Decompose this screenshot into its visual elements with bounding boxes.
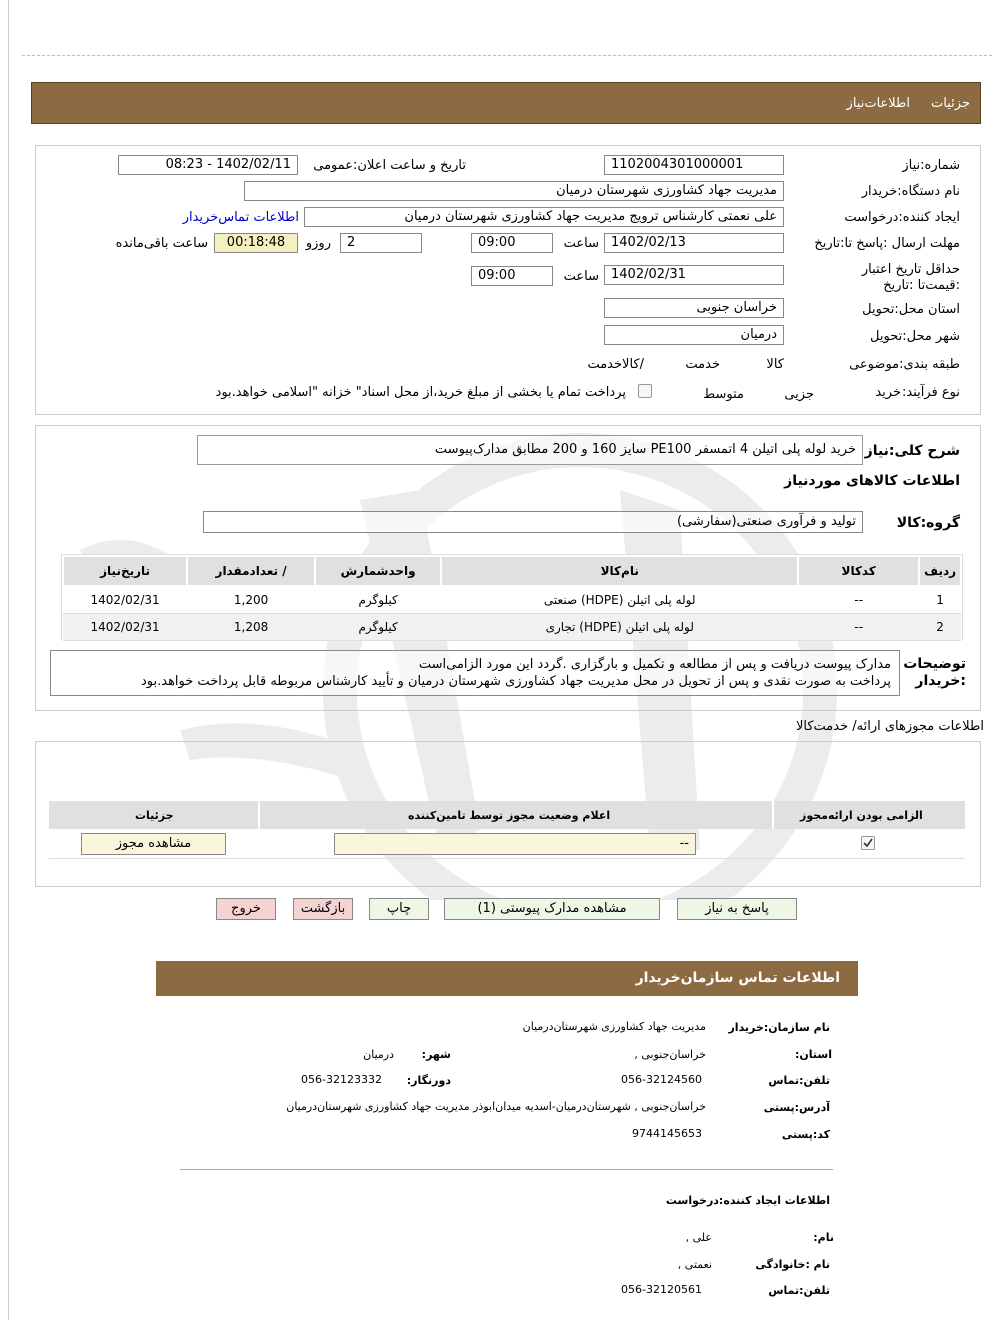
category-both-label: /کالاخدمت	[587, 357, 644, 372]
cell-name: لوله پلی اتیلن (HDPE) صنعتی	[441, 586, 798, 614]
reply-button[interactable]: پاسخ به نیاز	[677, 898, 797, 920]
contact-fax-label: دورنگار:	[406, 1074, 451, 1087]
top-divider	[22, 55, 992, 56]
cell-quantity: 1,200	[187, 586, 315, 614]
announce-field: 1402/02/11 - 08:23	[118, 155, 298, 175]
category-label: طبقه بندی:موضوعی	[849, 357, 960, 372]
check-icon	[862, 837, 874, 849]
process-label: نوع فرآیند:	[902, 385, 960, 400]
back-button[interactable]: بازگشت	[293, 898, 353, 920]
cell-unit: کیلوگرم	[315, 614, 441, 641]
table-row	[63, 586, 961, 614]
cell-date: 1402/02/31	[63, 614, 187, 641]
contact-address: خراسان‌جنوبی , شهرستان‌درمیان-اسدیه میدان‌ابوذر مدیریت جهاد کشاورزی شهرستان‌درمیان	[286, 1100, 706, 1113]
process-buy: خرید	[875, 385, 901, 400]
contact-city: درمیان	[363, 1048, 394, 1061]
process-partial-label: جزیی	[784, 387, 814, 402]
permits-col-required: الزامی بودن ارائه‌مجوز	[800, 809, 923, 822]
creator-family: نعمتی ,	[677, 1258, 712, 1271]
cell-code: --	[798, 614, 919, 641]
buyer-label: نام دستگاه:خریدار	[861, 184, 960, 199]
contact-postal-label: کد:پستی	[781, 1128, 830, 1141]
col-date: تاریخ‌نیاز	[63, 556, 187, 586]
days-label: روزو	[305, 236, 331, 251]
validity-label: حداقل تاریخ اعتبار :قیمت‌تا :تاریخ	[861, 262, 960, 293]
col-row: ردیف	[919, 556, 961, 586]
contact-postal: 9744145653	[632, 1127, 702, 1140]
col-quantity: / تعدادمقدار	[187, 556, 315, 586]
remaining-timer: 00:18:48	[214, 233, 298, 253]
process-medium-label: متوسط	[703, 387, 744, 402]
contact-fax: 056-32123332	[301, 1073, 382, 1086]
goods-table	[62, 555, 962, 641]
buyer-notes-line1: مدارک پیوست دریافت و پس از مطالعه و تکمیل و بارگزاری .گردد این مورد الزامی‌است	[418, 657, 891, 672]
col-name: نام‌کالا	[441, 556, 798, 586]
need-number-label: شماره:نیاز	[902, 158, 960, 173]
creator-phone-label: تلفن:تماس	[768, 1284, 830, 1297]
exit-button[interactable]: خروج	[216, 898, 276, 920]
treasury-payment-checkbox[interactable]	[638, 384, 652, 398]
category-goods-label: کالا	[766, 357, 784, 372]
attachments-button[interactable]: مشاهده مدارک پیوستی (1)	[444, 898, 660, 920]
col-code: کدکالا	[798, 556, 919, 586]
creator-info-title: اطلاعات ایجاد کننده:درخواست	[665, 1194, 830, 1207]
province-label: استان محل:تحویل	[862, 302, 960, 317]
remaining-label: ساعت باقی‌مانده	[115, 236, 208, 251]
cell-row: 1	[919, 586, 961, 614]
col-unit: واحدشمارش	[315, 556, 441, 586]
creator-name: علی ,	[685, 1231, 712, 1244]
contact-divider	[180, 1169, 833, 1170]
category-service-label: خدمت	[685, 357, 720, 372]
contact-header	[156, 961, 858, 996]
contact-city-label: شهر:	[421, 1048, 451, 1061]
permits-col-details: جزئیات	[135, 809, 174, 822]
city-field: درمیان	[604, 325, 784, 345]
permit-status-field[interactable]: --	[334, 833, 696, 855]
contact-phone: 056-32124560	[621, 1073, 702, 1086]
need-desc-field: خرید لوله پلی اتیلن 4 اتمسفر PE100 سایز 160 و 200 مطابق مدارک‌پیوست	[197, 435, 863, 465]
breadcrumb-need-info[interactable]: اطلاعات‌نیاز	[846, 96, 910, 111]
validity-date-field: 1402/02/31	[604, 265, 784, 285]
permits-col-status: اعلام وضعیت مجوز توسط تامین‌کننده	[408, 809, 611, 822]
table-row	[63, 614, 961, 641]
cell-code: --	[798, 586, 919, 614]
need-number-field: 1102004301000001	[604, 155, 784, 175]
cell-unit: کیلوگرم	[315, 586, 441, 614]
buyer-contact-link[interactable]: اطلاعات تماس‌خریدار	[182, 210, 299, 225]
print-button[interactable]: چاپ	[369, 898, 429, 920]
buyer-notes-label: توضیحات :خریدار	[903, 656, 966, 689]
cell-row: 2	[919, 614, 961, 641]
cell-quantity: 1,208	[187, 614, 315, 641]
creator-field: علی نعمتی کارشناس ترویج مدیریت جهاد کشاورزی شهرستان درمیان	[304, 207, 784, 227]
contact-address-label: آدرس:پستی	[763, 1101, 830, 1114]
contact-province-label: استان:	[795, 1048, 832, 1061]
left-border	[8, 0, 9, 1320]
announce-label: تاریخ و ساعت اعلان:عمومی	[313, 158, 466, 173]
contact-province: خراسان‌جنوبی ,	[634, 1048, 706, 1061]
buyer-notes-line2: پرداخت به صورت نقدی و پس از تحویل در محل مدیریت جهاد کشاورزی شهرستان درمیان و تأیید کارشناس مربوطه قابل پرداخت خواهد.بود	[141, 674, 891, 689]
contact-header-title: اطلاعات تماس سازمان‌خریدار	[635, 970, 840, 986]
buyer-field: مدیریت جهاد کشاورزی شهرستان درمیان	[244, 181, 784, 201]
contact-org: مدیریت جهاد کشاورزی شهرستان‌درمیان	[522, 1020, 706, 1033]
creator-family-label: نام :خانوادگی	[755, 1258, 830, 1271]
view-permit-button[interactable]: مشاهده مجوز	[81, 833, 226, 855]
province-field: خراسان جنوبی	[604, 298, 784, 318]
goods-table-header	[63, 556, 961, 586]
validity-time-label: ساعت	[563, 269, 599, 284]
validity-time-field: 09:00	[471, 266, 553, 286]
deadline-label: مهلت ارسال :پاسخ تا:تاریخ	[814, 236, 960, 251]
treasury-payment-note: پرداخت تمام یا بخشی از مبلغ خرید،از محل اسناد" خزانه "اسلامی خواهد.بود	[215, 385, 626, 400]
cell-name: لوله پلی اتیلن (HDPE) تجاری	[441, 614, 798, 641]
goods-group-field: تولید و فرآوری صنعتی(سفارشی)	[203, 511, 863, 533]
permits-title: اطلاعات مجوزهای ارائه/ خدمت‌کالا	[795, 719, 984, 734]
cell-date: 1402/02/31	[63, 586, 187, 614]
city-label: شهر محل:تحویل	[870, 329, 960, 344]
breadcrumb	[31, 82, 981, 124]
deadline-time-field: 09:00	[471, 233, 553, 253]
contact-org-label: نام سازمان:خریدار	[728, 1021, 830, 1034]
buyer-notes-box	[50, 650, 900, 696]
creator-name-label: نام:	[813, 1231, 834, 1244]
days-field: 2	[340, 233, 422, 253]
deadline-time-label: ساعت	[563, 236, 599, 251]
goods-group-label: گروه:کالا	[896, 515, 960, 531]
creator-phone: 056-32120561	[621, 1283, 702, 1296]
need-desc-label: شرح کلی:نیاز	[864, 443, 960, 459]
goods-info-title: اطلاعات کالاهای موردنیاز	[784, 473, 960, 489]
permits-col-divider	[258, 801, 260, 829]
deadline-date-field: 1402/02/13	[604, 233, 784, 253]
breadcrumb-details[interactable]: جزئیات	[931, 96, 970, 111]
creator-label: ایجاد کننده:درخواست	[844, 210, 960, 225]
contact-phone-label: تلفن:تماس	[768, 1074, 830, 1087]
permits-col-divider	[772, 801, 774, 829]
